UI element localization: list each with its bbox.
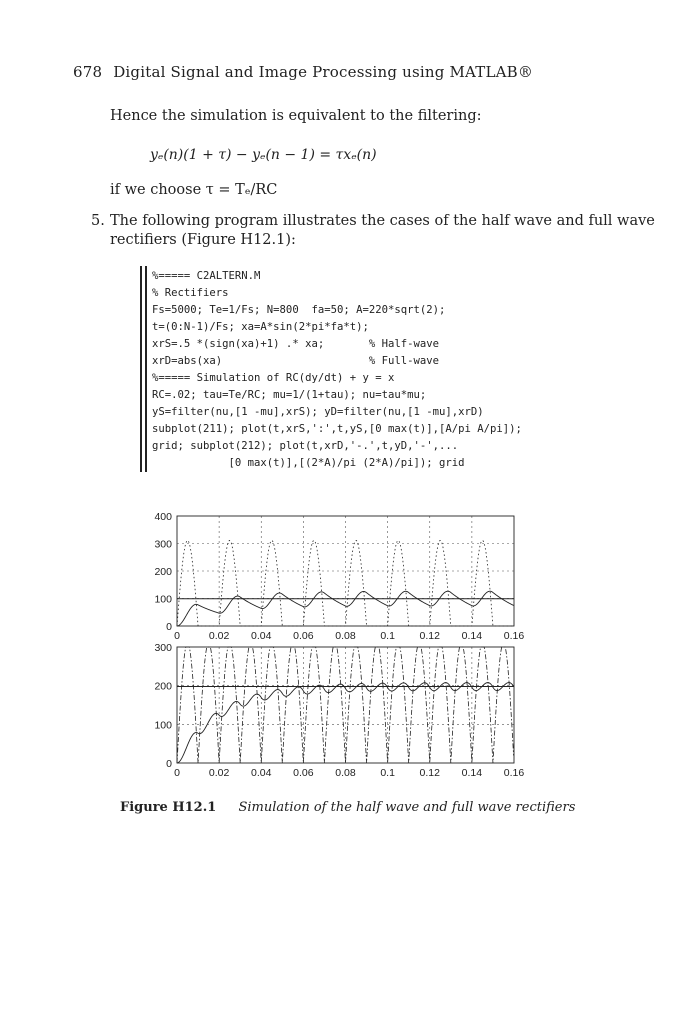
y-tick-label: 300 bbox=[154, 642, 172, 654]
code-line: grid; subplot(212); plot(t,xrD,'-.',t,yD,'-',... bbox=[152, 440, 459, 452]
page-number: 678 bbox=[73, 63, 103, 81]
code-line: t=(0:N-1)/Fs; xa=A*sin(2*pi*fa*t); bbox=[152, 321, 369, 333]
y-tick-label: 200 bbox=[154, 566, 172, 578]
code-block-rule-inner bbox=[145, 266, 147, 472]
caption-label: Figure H12.1 bbox=[120, 800, 217, 815]
y-tick-label: 100 bbox=[154, 719, 172, 732]
x-tick-label: 0.04 bbox=[251, 630, 272, 642]
code-line: xrS=.5 *(sign(xa)+1) .* xa; % Half-wave bbox=[152, 338, 440, 350]
x-tick-label: 0.1 bbox=[380, 767, 395, 779]
x-tick-label: 0.02 bbox=[208, 630, 230, 642]
x-tick-label: 0.12 bbox=[419, 767, 440, 779]
book-title: Digital Signal and Image Processing using MATLAB® bbox=[113, 63, 534, 81]
plot-frame bbox=[177, 647, 514, 763]
x-tick-label: 0.12 bbox=[419, 630, 440, 642]
y-tick-label: 400 bbox=[154, 511, 172, 523]
x-tick-label: 0.14 bbox=[461, 630, 483, 642]
x-tick-label: 0 bbox=[174, 767, 180, 779]
x-tick-label: 0.04 bbox=[251, 767, 272, 779]
x-tick-label: 0.02 bbox=[208, 767, 230, 779]
code-line: yS=filter(nu,[1 -mu],xrS); yD=filter(nu,[1 -mu],xrD) bbox=[152, 406, 484, 418]
item-line-2: rectifiers (Figure H12.1): bbox=[110, 232, 296, 248]
caption-text: Simulation of the half wave and full wave rectifiers bbox=[238, 800, 576, 815]
y-tick-label: 0 bbox=[166, 621, 172, 633]
code-line: % Rectifiers bbox=[152, 287, 229, 299]
y-tick-label: 300 bbox=[154, 538, 172, 551]
top-subplot bbox=[154, 511, 524, 642]
x-tick-label: 0.14 bbox=[461, 767, 483, 779]
series-rectified-signal bbox=[177, 647, 514, 763]
code-line: Fs=5000; Te=1/Fs; N=800 fa=50; A=220*sqrt(2); bbox=[152, 304, 446, 316]
item-line-1: The following program illustrates the cases of the half wave and full wave bbox=[110, 213, 655, 229]
filter-equation: yₑ(n)(1 + τ) − yₑ(n − 1) = τxₑ(n) bbox=[150, 147, 377, 163]
x-tick-label: 0 bbox=[174, 630, 180, 642]
intro-text: Hence the simulation is equivalent to the filtering: bbox=[110, 108, 482, 124]
x-tick-label: 0.06 bbox=[293, 630, 314, 642]
x-tick-label: 0.1 bbox=[380, 630, 395, 642]
choose-text: if we choose τ = Tₑ/RC bbox=[110, 182, 278, 198]
x-tick-label: 0.16 bbox=[503, 767, 525, 779]
x-tick-label: 0.08 bbox=[335, 630, 356, 642]
y-tick-label: 100 bbox=[154, 593, 172, 606]
bottom-subplot bbox=[154, 642, 524, 779]
figure-h12-1 bbox=[140, 505, 540, 790]
figure-caption bbox=[120, 800, 575, 815]
y-tick-label: 0 bbox=[166, 758, 172, 770]
code-listing bbox=[152, 268, 522, 472]
code-line: RC=.02; tau=Te/RC; mu=1/(1+tau); nu=tau*mu; bbox=[152, 389, 427, 401]
series-rectified-signal bbox=[177, 540, 514, 626]
x-tick-label: 0.08 bbox=[335, 767, 356, 779]
code-line: xrD=abs(xa) % Full-wave bbox=[152, 355, 440, 367]
x-tick-label: 0.06 bbox=[293, 767, 314, 779]
y-tick-label: 200 bbox=[154, 680, 172, 693]
code-line: %===== C2ALTERN.M bbox=[152, 270, 261, 282]
code-block-rule-outer bbox=[140, 266, 142, 472]
x-tick-label: 0.16 bbox=[503, 630, 525, 642]
item-number: 5. bbox=[91, 213, 105, 229]
code-line: %===== Simulation of RC(dy/dt) + y = x bbox=[152, 372, 395, 384]
page-header bbox=[73, 63, 533, 81]
code-line: subplot(211); plot(t,xrS,':',t,yS,[0 max(t)],[A/pi A/pi]); bbox=[152, 423, 522, 435]
code-line: [0 max(t)],[(2*A)/pi (2*A)/pi]); grid bbox=[152, 457, 465, 469]
